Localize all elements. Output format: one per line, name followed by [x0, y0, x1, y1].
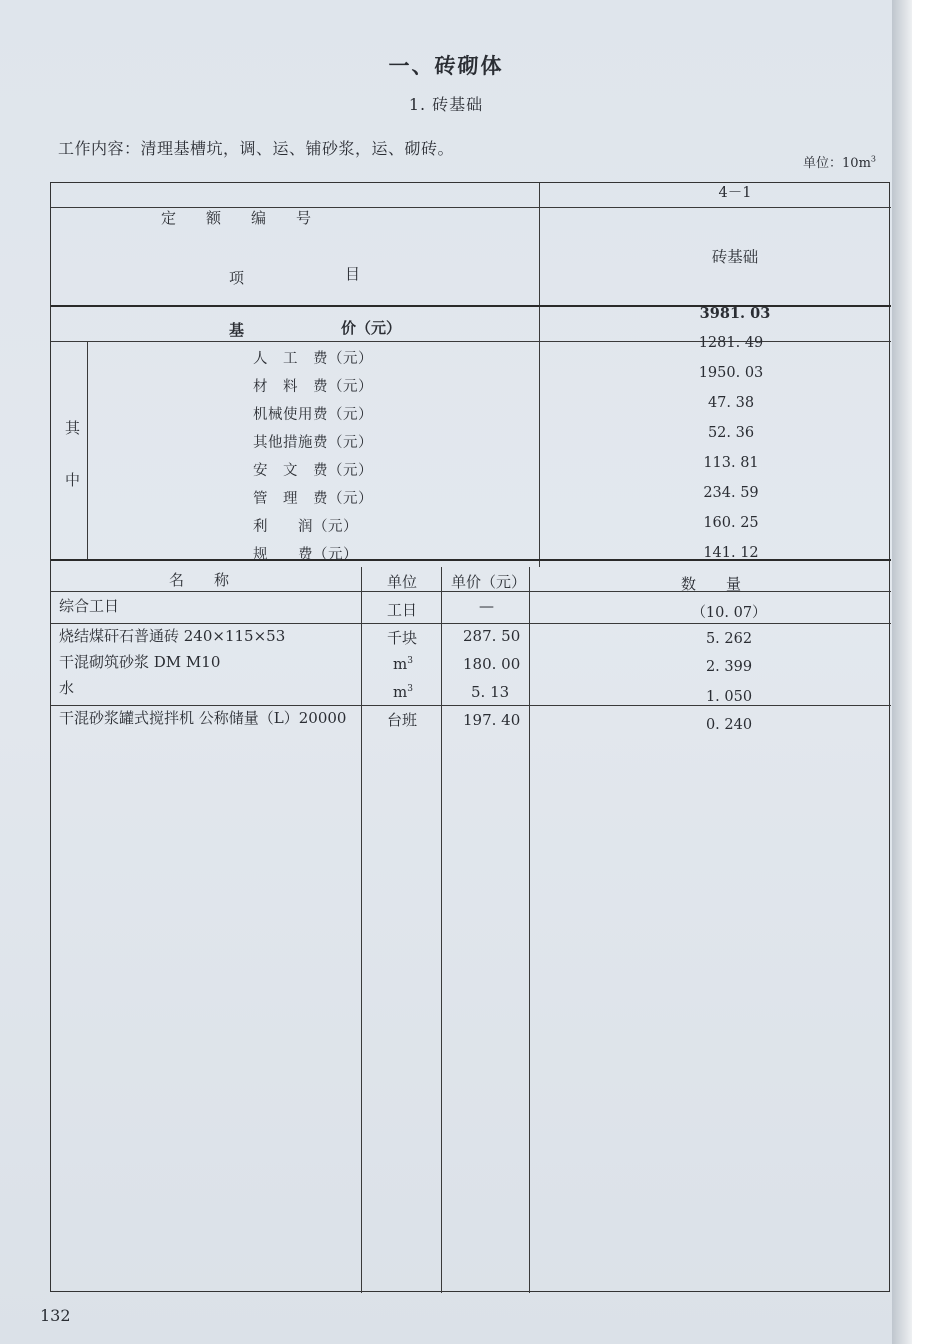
- row-price: —: [479, 597, 494, 615]
- row-unit: [387, 709, 417, 730]
- breakdown-value: 47. 38: [707, 395, 755, 411]
- row-qty: 1. 050: [705, 689, 753, 705]
- row-price: 5. 13: [471, 683, 510, 701]
- row-unit-text: 台班: [387, 711, 418, 729]
- breakdown-value: 234. 59: [703, 485, 759, 501]
- unit-sup: 3: [870, 154, 876, 164]
- col-price-header: 单价（元）: [451, 573, 527, 591]
- item-label-1: 项: [229, 269, 245, 287]
- book-spine-shadow: [892, 0, 912, 1344]
- divider-qty: [529, 567, 530, 1293]
- section-title: 一、砖砌体: [388, 53, 504, 78]
- breakdown-label: 人 工 费（元）: [253, 351, 373, 367]
- breakdown-label: 安 文 费（元）: [253, 463, 373, 479]
- quota-no-value: 4－1: [718, 185, 752, 201]
- row-qty: 0. 240: [705, 717, 753, 733]
- divider-group: [87, 341, 88, 559]
- col-qty-header: 数 量: [681, 575, 742, 593]
- unit-text: 单位：10m: [803, 156, 871, 171]
- base-price-label-1: 基: [229, 321, 245, 339]
- row-name: 烧结煤矸石普通砖 240×115×53: [59, 627, 286, 645]
- breakdown-label: 利 润（元）: [253, 519, 358, 535]
- base-price-value: 3981. 03: [699, 305, 771, 322]
- row-name: 水: [59, 679, 75, 697]
- page-number: 132: [40, 1306, 71, 1325]
- row-unit-text: m: [393, 683, 408, 701]
- row-name: 干混砂浆罐式搅拌机 公称储量（L）20000: [59, 709, 347, 727]
- item-value: 砖基础: [711, 248, 759, 266]
- row-unit: [387, 627, 417, 648]
- row-price: 287. 50: [463, 627, 521, 645]
- rule-7: [51, 705, 891, 706]
- breakdown-value: 1281. 49: [698, 335, 764, 351]
- row-unit: [387, 599, 417, 620]
- divider-unit: [361, 567, 362, 1293]
- base-price-label-2: 价（元）: [341, 319, 402, 337]
- row-unit-text: 工日: [387, 601, 418, 619]
- row-price: 197. 40: [463, 711, 521, 729]
- group-label-1: 其: [65, 419, 81, 437]
- row-unit: [393, 683, 413, 701]
- rule-6: [51, 623, 891, 624]
- row-qty: 5. 262: [705, 631, 753, 647]
- page-edge-background: [912, 0, 950, 1344]
- row-name: 综合工日: [59, 597, 120, 615]
- work-content: 工作内容：清理基槽坑，调、运、铺砂浆，运、砌砖。: [58, 139, 455, 158]
- row-qty: 2. 399: [705, 659, 753, 675]
- divider-price: [441, 567, 442, 1293]
- breakdown-value: 52. 36: [707, 425, 755, 441]
- row-unit-text: m: [393, 655, 408, 673]
- divider-main: [539, 183, 540, 567]
- col-unit-header: 单位: [387, 573, 418, 591]
- group-label-2: 中: [65, 471, 81, 489]
- breakdown-label: 其他措施费（元）: [253, 435, 373, 451]
- row-unit: [393, 655, 413, 673]
- breakdown-value: 113. 81: [703, 455, 759, 471]
- row-name: 干混砌筑砂浆 DM M10: [59, 653, 221, 671]
- breakdown-label: 材 料 费（元）: [253, 379, 373, 395]
- row-unit-sup: 3: [407, 656, 413, 666]
- item-label-2: 目: [345, 265, 361, 283]
- row-price: 180. 00: [463, 655, 521, 673]
- row-qty: （10. 07）: [691, 605, 767, 621]
- breakdown-value: 141. 12: [703, 545, 759, 561]
- breakdown-label: 管 理 费（元）: [253, 491, 373, 507]
- quota-no-label: 定 额 编 号: [161, 209, 312, 227]
- breakdown-label: 机械使用费（元）: [253, 407, 373, 423]
- subsection-title: 1. 砖基础: [408, 95, 484, 114]
- row-unit-sup: 3: [407, 684, 413, 694]
- breakdown-value: 160. 25: [703, 515, 759, 531]
- row-unit-text: 千块: [387, 629, 418, 647]
- breakdown-label: 规 费（元）: [253, 547, 358, 563]
- quota-table: [50, 182, 890, 1292]
- breakdown-value: 1950. 03: [698, 365, 764, 381]
- unit-label: [803, 152, 876, 171]
- col-name-header: 名 称: [169, 571, 230, 589]
